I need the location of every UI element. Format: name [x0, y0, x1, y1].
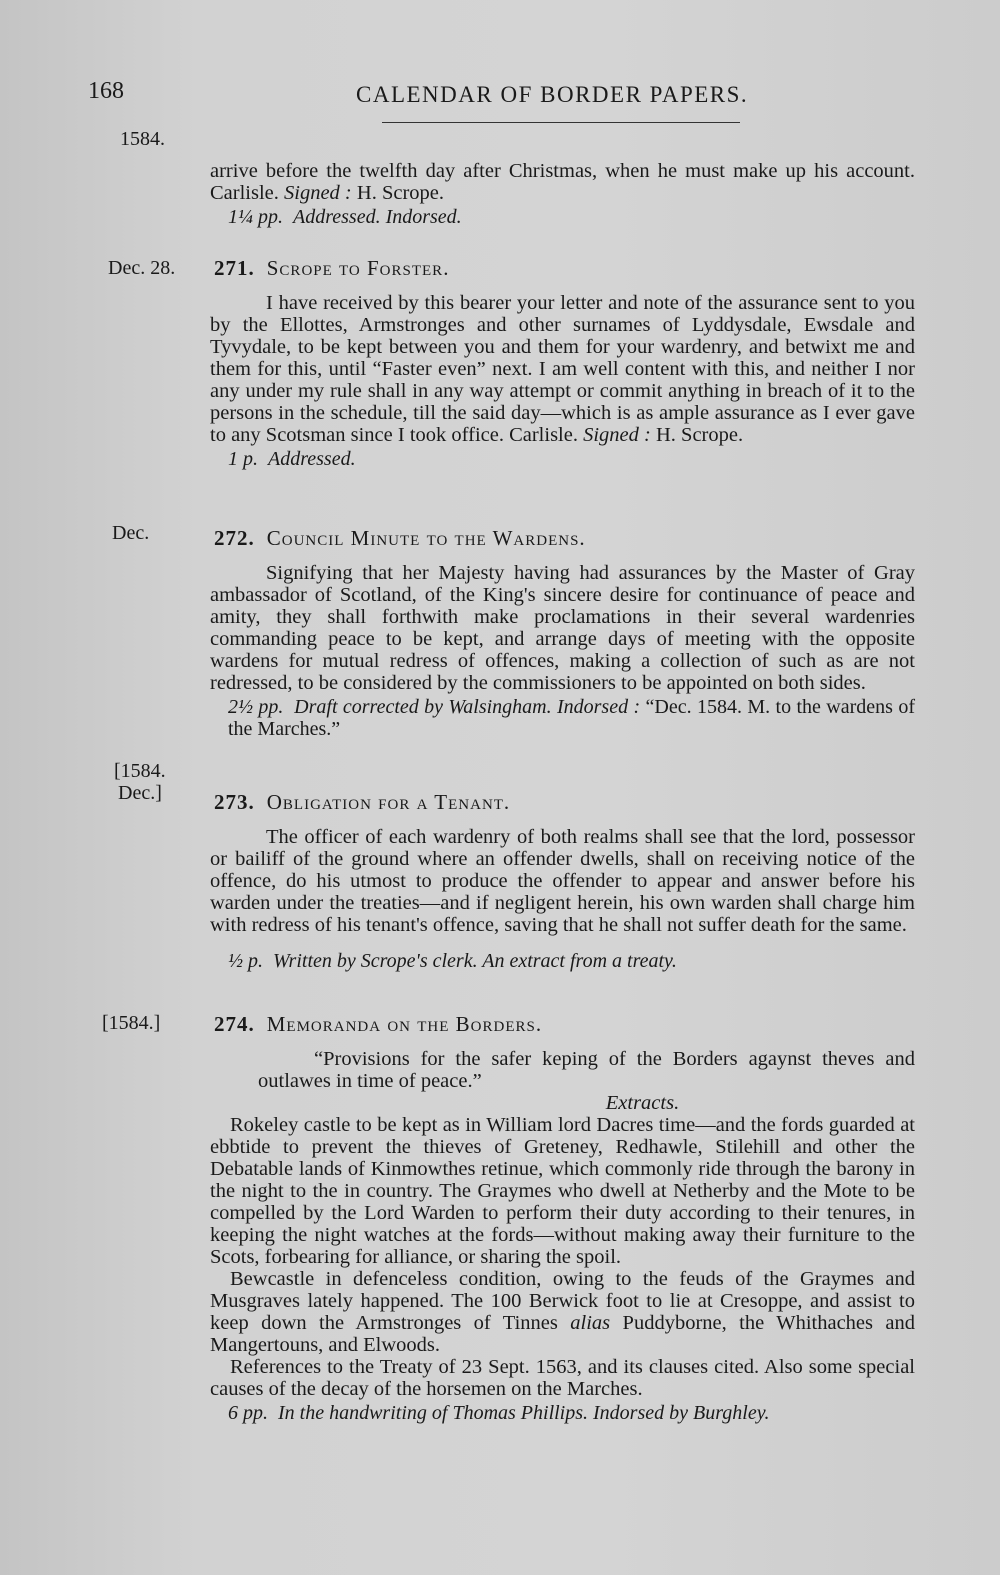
entry-title: Council Minute to the Wardens.	[266, 526, 586, 550]
running-title: CALENDAR OF BORDER PAPERS.	[356, 82, 749, 107]
entry-body-273	[210, 826, 915, 972]
entry-paragraph: Signifying that her Majesty having had assurances by the Master of Gray ambassador of Scotland, of the King's sincere desire for continuance of peace and amity, they shall forthwith make proclamations in their several wardenries commanding peace to be kept, and arrange days of meeting with the opposite wardens for mutual redress of offences, making a collection of such as are not redressed, to be considered by the commissioners to be appointed on both sides.	[210, 562, 915, 694]
entry-quote: “Provisions for the safer keping of the Borders agaynst theves and outlawes in time of peace.”	[258, 1048, 915, 1092]
page-header	[88, 78, 788, 118]
entry-body-272	[210, 562, 915, 740]
margin-date-273: [1584. Dec.]	[114, 760, 166, 804]
entry-paragraph: References to the Treaty of 23 Sept. 1563, and its clauses cited. Also some special causes of the decay of the horsemen on the Marches.	[210, 1356, 915, 1400]
entry-number: 271.	[214, 256, 255, 280]
entry-title: Memoranda on the Borders.	[266, 1012, 543, 1036]
entry-note: 1 p. Addressed.	[228, 448, 356, 470]
continuation-note: 1¼ pp. Addressed. Indorsed.	[228, 206, 462, 228]
entry-title: Scrope to Forster.	[266, 256, 450, 280]
entry-note: 2½ pp. Draft corrected by Walsingham. Indorsed : “Dec. 1584. M. to the wardens of the Marches.”	[228, 696, 915, 740]
entry-heading-273	[214, 790, 510, 815]
continuation-block	[210, 160, 915, 228]
entry-body-274	[210, 1048, 915, 1424]
entry-paragraph: Rokeley castle to be kept as in William lord Dacres time—and the fords guarded at ebbtide to prevent the thieves of Greteney, Redhawle, Stilehill and other the Debatable lands of Kinmowthes retinue, which commonly ride through the barony in the night to the in country. The Graymes who dwell at Netherby and the Mote to be compelled by the Lord Warden to perform their duty according to their tenures, in keeping the night watches at the fords—without making away their furniture to the Scots, forbearing for alliance, or sharing the spoil.	[210, 1114, 915, 1268]
entry-number: 273.	[214, 790, 255, 814]
entry-paragraph: I have received by this bearer your letter and note of the assurance sent to you by the Ellottes, Armstronges and other surnames of Lyddysdale, Ewsdale and Tyvydale, to be kept between you and them for your wardenry, and betwixt me and them for this, until “Faster even” next. I am well content with this, and neither I nor any under my rule shall in any way attempt or commit anything in breach of it to the persons in the schedule, till the said day—which is as ample assurance as I ever gave to any Scotsman since I took office. Carlisle. Signed : H. Scrope.	[210, 292, 915, 446]
entry-paragraph: The officer of each wardenry of both realms shall see that the lord, possessor or bailiff of the ground where an offender dwells, shall on receiving notice of the offence, do his utmost to produce the offender to appear and answer before his warden under the treaties—and if negligent herein, his own warden shall charge him with redress of his tenant's offence, saving that he shall not suffer death for the same.	[210, 826, 915, 936]
page-number: 168	[88, 78, 124, 104]
entry-heading-272	[214, 526, 586, 551]
margin-date-271: Dec. 28.	[108, 257, 176, 279]
margin-date-272: Dec.	[112, 522, 150, 544]
margin-date-274: [1584.]	[102, 1012, 161, 1034]
header-rule	[382, 122, 740, 123]
entry-paragraph: Bewcastle in defenceless condition, owing to the feuds of the Graymes and Musgraves lately happened. The 100 Berwick foot to lie at Cresoppe, and assist to keep down the Armstronges of Tinnes alias Puddyborne, the Whithaches and Mangertouns, and Elwoods.	[210, 1268, 915, 1356]
entry-number: 274.	[214, 1012, 255, 1036]
continuation-text: arrive before the twelfth day after Christmas, when he must make up his account. Carlisle. Signed : H. Scrope.	[210, 160, 915, 204]
entry-title: Obligation for a Tenant.	[266, 790, 511, 814]
margin-year: 1584.	[120, 128, 165, 150]
entry-note: 6 pp. In the handwriting of Thomas Phillips. Indorsed by Burghley.	[228, 1402, 770, 1424]
entry-heading-274	[214, 1012, 542, 1037]
entry-number: 272.	[214, 526, 255, 550]
entry-body-271	[210, 292, 915, 470]
entry-heading-271	[214, 256, 449, 281]
extracts-label: Extracts.	[605, 1092, 680, 1114]
entry-note: ½ p. Written by Scrope's clerk. An extract from a treaty.	[228, 950, 677, 972]
